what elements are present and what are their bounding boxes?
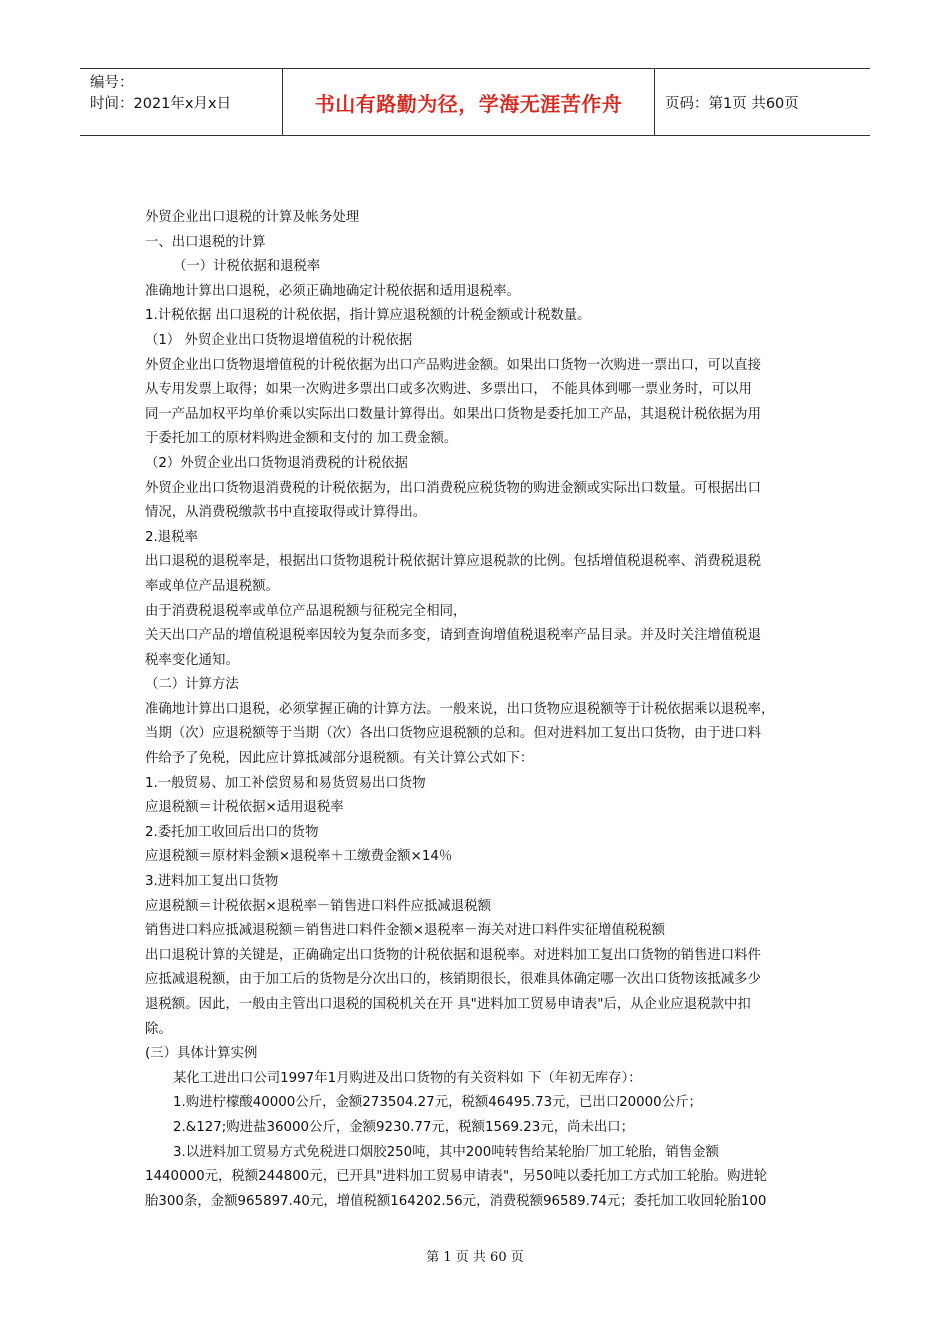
body-line: 1.计税依据 出口退税的计税依据，指计算应退税额的计税金额或计税数量。 [145, 308, 591, 324]
body-line: 胎300条，金额965897.40元，增值税额164202.56元，消费税额96589.74元；委托加工收回轮胎100 [145, 1193, 767, 1209]
header-meta [80, 69, 282, 135]
body-line: 税率变化通知。 [145, 652, 239, 668]
body-line: 当期（次）应退税额等于当期（次）各出口货物应退税额的总和。但对进料加工复出口货物，由于进口料 [145, 726, 761, 742]
formula-line: 应退税额＝计税依据×适用退税率 [145, 800, 344, 816]
section-heading: 一、出口退税的计算 [145, 234, 266, 250]
body-line: 某化工进出口公司1997年1月购进及出口货物的有关资料如 下（年初无库存）： [173, 1070, 642, 1086]
body-line: 出口退税的退税率是，根据出口货物退税计税依据计算应退税款的比例。包括增值税退税率、消费税退税 [145, 554, 761, 570]
document-number-label: 编号： [90, 75, 134, 91]
body-line: 外贸企业出口货物退消费税的计税依据为，出口消费税应税货物的购进金额或实际出口数量。可根据出口 [145, 480, 761, 496]
formula-line: 销售进口料应抵减退税额＝销售进口料件金额×退税率－海关对进口料件实征增值税税额 [145, 923, 666, 939]
body-line: 关天出口产品的增值税退税率因较为复杂而多变，请到查询增值税退税率产品目录。并及时关注增值税退 [145, 628, 761, 644]
page-header [80, 68, 870, 136]
body-line: 准确地计算出口退税，必须正确地确定计税依据和适用退税率。 [145, 283, 520, 299]
body-line: 由于消费税退税率或单位产品退税额与征税完全相同， [145, 603, 467, 619]
body-line: 出口退税计算的关键是，正确确定出口货物的计税依据和退税率。对进料加工复出口货物的销售进口料件 [145, 947, 761, 963]
body-line: 准确地计算出口退税，必须掌握正确的计算方法。一般来说，出口货物应退税额等于计税依据乘以退税率， [145, 701, 775, 717]
body-line: 2.委托加工收回后出口的货物 [145, 824, 319, 840]
body-line: 3.进料加工复出口货物 [145, 874, 279, 890]
formula-line: 应退税额＝计税依据×退税率－销售进口料件应抵减退税额 [145, 898, 491, 914]
body-line: 情况，从消费税缴款书中直接取得或计算得出。 [145, 505, 427, 521]
body-line: 率或单位产品退税额。 [145, 578, 279, 594]
subsection-heading: （一）计税依据和退税率 [173, 259, 321, 275]
body-line: 从专用发票上取得；如果一次购进多票出口或多次购进、多票出口， 不能具体到哪一票业务时，可以用 [145, 382, 752, 398]
page-footer: 第 1 页 共 60 页 [426, 1250, 524, 1265]
body-line: 外贸企业出口货物退增值税的计税依据为出口产品购进金额。如果出口货物一次购进一票出口，可以直接 [145, 357, 761, 373]
body-line: 2.退税率 [145, 529, 198, 545]
body-line: 除。 [145, 1021, 172, 1037]
formula-line: 应退税额＝原材料金额×退税率＋工缴费金额×14％ [145, 849, 453, 865]
body-line: 1.一般贸易、加工补偿贸易和易货贸易出口货物 [145, 775, 426, 791]
subsection-heading: （二）计算方法 [145, 677, 239, 693]
header-motto: 书山有路勤为径，学海无涯苦作舟 [282, 69, 655, 135]
body-line: 1.购进柠檬酸40000公斤，金额273504.27元，税额46495.73元，已出口20000公斤； [173, 1095, 702, 1111]
body-line: 应抵减退税额，由于加工后的货物是分次出口的，核销期很长，很难具体确定哪一次出口货物该抵减多少 [145, 972, 761, 988]
body-line: （2）外贸企业出口货物退消费税的计税依据 [145, 455, 408, 471]
document-title: 外贸企业出口退税的计算及帐务处理 [145, 210, 360, 225]
header-page-info: 页码：第1页 共60页 [665, 95, 799, 112]
body-line: 2.&127;购进盐36000公斤，金额9230.77元，税额1569.23元，尚未出口； [173, 1119, 635, 1135]
body-line: 同一产品加权平均单价乘以实际出口数量计算得出。如果出口货物是委托加工产品，其退税计税依据为用 [145, 406, 761, 422]
body-line: 3.以进料加工贸易方式免税进口烟胶250吨，其中200吨转售给某轮胎厂加工轮胎，销售金额 [173, 1144, 719, 1160]
body-line: 1440000元，税额244800元，已开具"进料加工贸易申请表"，另50吨以委托加工方式加工轮胎。购进轮 [145, 1169, 768, 1185]
body-line: （1） 外贸企业出口货物退增值税的计税依据 [145, 332, 413, 348]
body-line: 件给予了免税，因此应计算抵减部分退税额。有关计算公式如下： [145, 751, 534, 767]
document-date: 时间：2021年x月x日 [90, 96, 232, 112]
subsection-heading: (三）具体计算实例 [145, 1046, 258, 1062]
body-line: 退税额。因此，一般由主管出口退税的国税机关在开 具"进料加工贸易申请表"后，从企业应退税款中扣 [145, 997, 751, 1012]
body-line: 于委托加工的原材料购进金额和支付的 加工费金额。 [145, 431, 458, 447]
document-body [145, 206, 810, 1214]
